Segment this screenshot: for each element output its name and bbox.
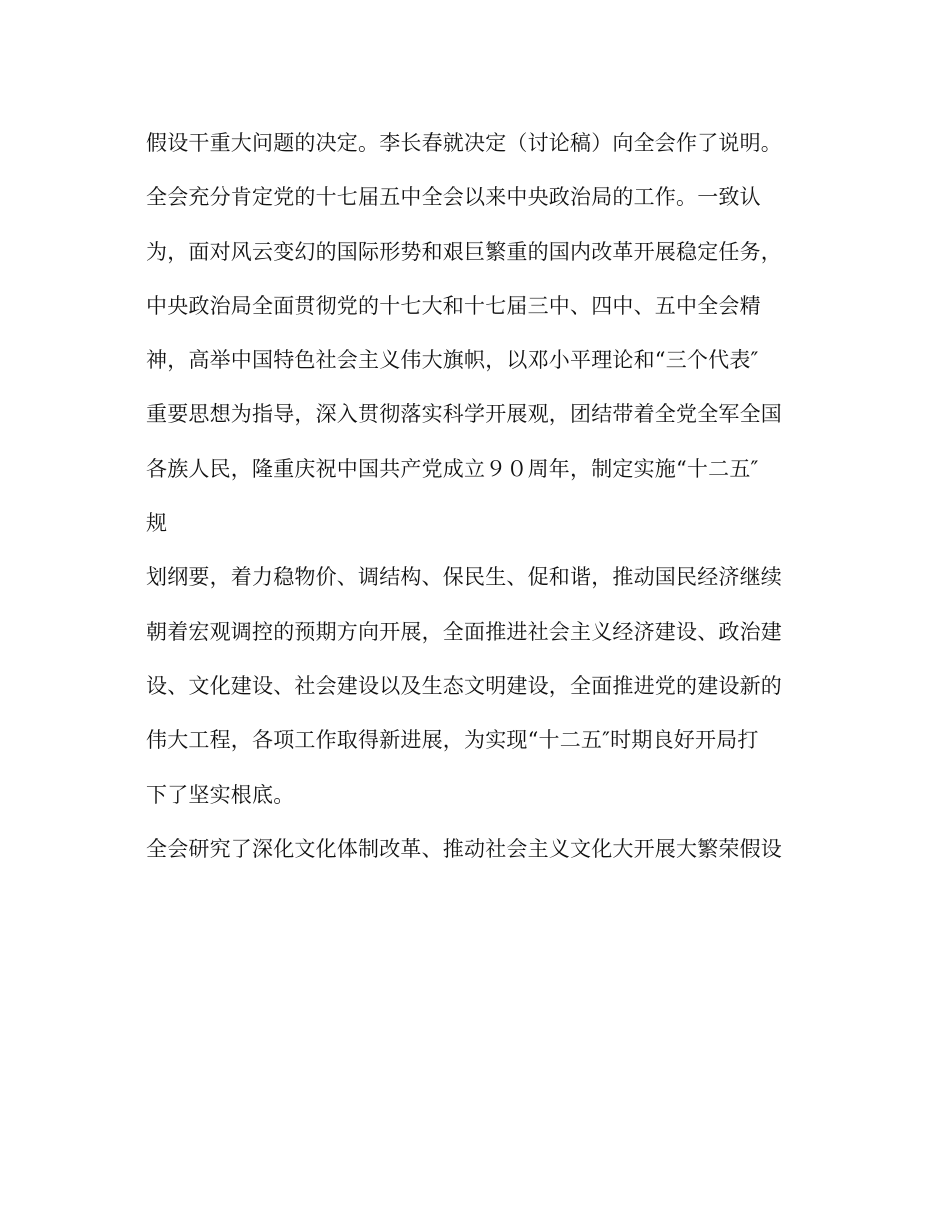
text-line: 假设干重大问题的决定。李长春就决定（讨论稿）向全会作了说明。: [146, 131, 782, 155]
text-line: 划纲要，着力稳物价、调结构、保民生、促和谐，推动国民经济继续: [146, 565, 782, 590]
text-line: 伟大工程，各项工作取得新进展，为实现“十二五″时期良好开局打: [146, 728, 759, 753]
text-line: 全会充分肯定党的十七届五中全会以来中央政治局的工作。一致认: [146, 185, 761, 210]
text-line: 神，高举中国特色社会主义伟大旗帜，以邓小平理论和“三个代表″: [146, 348, 759, 373]
text-line: 各族人民，隆重庆祝中国共产党成立９０周年，制定实施“十二五″: [146, 456, 759, 481]
text-line: 朝着宏观调控的预期方向开展，全面推进社会主义经济建设、政治建: [146, 619, 782, 644]
document-body: [146, 120, 816, 880]
text-line: 中央政治局全面贯彻党的十七大和十七届三中、四中、五中全会精: [146, 293, 761, 318]
text-line: 为，面对风云变幻的国际形势和艰巨繁重的国内改革开展稳定任务，: [146, 239, 782, 264]
text-line: 设、文化建设、社会建设以及生态文明建设，全面推进党的建设新的: [146, 673, 782, 698]
text-line: 全会研究了深化文化体制改革、推动社会主义文化大开展大繁荣假设: [146, 836, 782, 861]
text-line: 规: [146, 511, 168, 536]
text-line: 下了坚实根底。: [146, 782, 295, 807]
text-line: 重要思想为指导，深入贯彻落实科学开展观，团结带着全党全军全国: [146, 402, 782, 427]
